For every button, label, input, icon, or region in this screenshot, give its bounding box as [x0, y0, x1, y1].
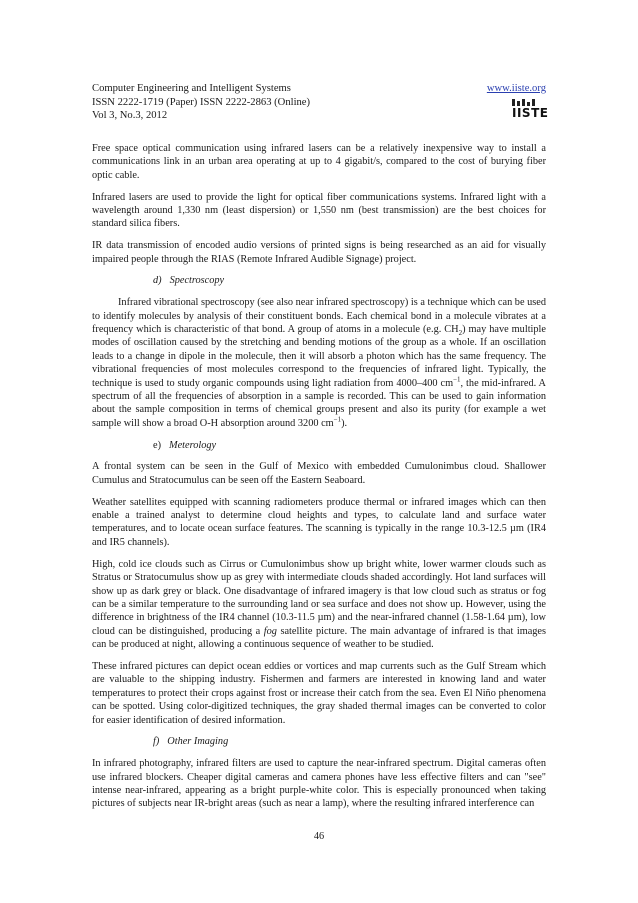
paragraph-weather-satellites: Weather satellites equipped with scanning radiometers produce thermal or infrared images which can then enable a trained analyst to determine cloud heights and types, to calculate land and surface water temperatures, and to locate ocean surface features. The scanning is typically in the range 10.3-12.5 µm (IR4 and IR5 channels). — [92, 496, 546, 548]
logo-bars-icon — [512, 99, 546, 106]
subsection-title: Meterology — [169, 439, 217, 451]
subsection-label: f) — [153, 736, 160, 748]
issn-line: ISSN 2222-1719 (Paper) ISSN 2222-2863 (Online) — [92, 96, 311, 108]
paragraph-ocean-eddies: These infrared pictures can depict ocean eddies or vortices and map currents such as the Gulf Stream which are valuable to the shipping industry. Fishermen and farmers are interested in knowing land and water temperatures to protect their crops against frost or increase their catch from the sea. Even El Niño phenomena can be spotted. Using color-digitized techniques, the gray shaded thermal images can be converted to color for easier identification of desired information. — [92, 660, 546, 726]
paragraph-free-space: Free space optical communication using infrared lasers can be a relatively inexpensive way to install a communications link in an urban area operating at up to 4 gigabit/s, compared to the cost of burying fiber optic cable. — [92, 143, 546, 181]
paragraph-spectroscopy: Infrared vibrational spectroscopy (see also near infrared spectroscopy) is a technique which can be used to identify molecules by analysis of their constituent bonds. Each chemical bond in a molecule vibrates at a frequency which is characteristic of that bond. A group of atoms in a molecule (e.g. $CH_2$) may have multiple modes of oscillation caused by the stretching and bending motions of the group as a whole. If an oscillation leads to a change in dipole in the molecule, then it will absorb a photon which has the same frequency. The vibrational frequencies of most molecules correspond to the frequencies of infrared light. Typically, the technique is used to study organic compounds using light radiation from 4000–400 $cm^{-1}$, the mid-infrared. A spectrum of all the frequencies of absorption in a sample is recorded. This can be used to gain information about the sample composition in terms of chemical groups present and also its purity (for example a wet sample will show a broad O-H absorption around 3200 $cm^{-1}$). — [92, 297, 546, 429]
subsection-label: e) — [153, 439, 161, 451]
subsection-heading-other-imaging — [153, 735, 546, 748]
iiste-logo — [512, 99, 549, 123]
paragraph-frontal-system: A frontal system can be seen in the Gulf of Mexico with embedded Cumulonimbus cloud. Shallower Cumulus and Stratocumulus can be seen off the Eastern Seaboard. — [92, 461, 546, 486]
journal-url-link[interactable]: www.iiste.org — [486, 83, 546, 94]
page-number: 46 — [313, 831, 325, 842]
paragraph-cold-clouds: High, cold ice clouds such as Cirrus or Cumulonimbus show up bright white, lower warmer clouds such as Stratus or Stratocumulus show up as grey with intermediate clouds shaded accordingly. Hot land surfaces will show up as dark grey or black. One disadvantage of infrared imagery is that low cloud such as stratus or fog can be a similar temperature to the surrounding land or sea surface and does not show up. However, using the difference in brightness of the IR4 channel (10.3-11.5 µm) and the near-infrared channel (1.58-1.64 µm), low cloud can be distinguished, producing a fog satellite picture. The main advantage of infrared is that images can be produced at night, allowing a continuous sequence of weather to be studied. — [92, 558, 546, 651]
page — [92, 82, 549, 842]
subsection-heading-spectroscopy — [153, 274, 546, 287]
paragraph-ir-data: IR data transmission of encoded audio versions of printed signs is being researched as an aid for visually impaired people through the RIAS (Remote Infrared Audible Signage) project. — [92, 240, 546, 265]
subsection-title: Other Imaging — [167, 736, 229, 748]
paragraph-infrared-lasers: Infrared lasers are used to provide the light for optical fiber communications systems. Infrared light with a wavelength around 1,330 nm (least dispersion) or 1,550 nm (best transmission) are the best choices for standard silica fibers. — [92, 191, 546, 230]
journal-title: Computer Engineering and Intelligent Systems — [92, 83, 291, 94]
paragraph-infrared-photography: In infrared photography, infrared filters are used to capture the near-infrared spectrum. Digital cameras often use infrared blockers. Cheaper digital cameras and camera phones have less effective filters and can "see" intense near-infrared, appearing as a bright purple-white color. This is especially pronounced when taking pictures of subjects near IR-bright areas (such as near a lamp), where the resulting infrared interference can — [92, 758, 546, 810]
subsection-heading-meterology — [153, 439, 546, 452]
subsection-label: d) — [153, 275, 162, 287]
page-header — [92, 82, 549, 142]
subsection-title: Spectroscopy — [169, 275, 225, 287]
volume-line: Vol 3, No.3, 2012 — [92, 110, 168, 122]
logo-text: IISTE — [512, 106, 549, 120]
